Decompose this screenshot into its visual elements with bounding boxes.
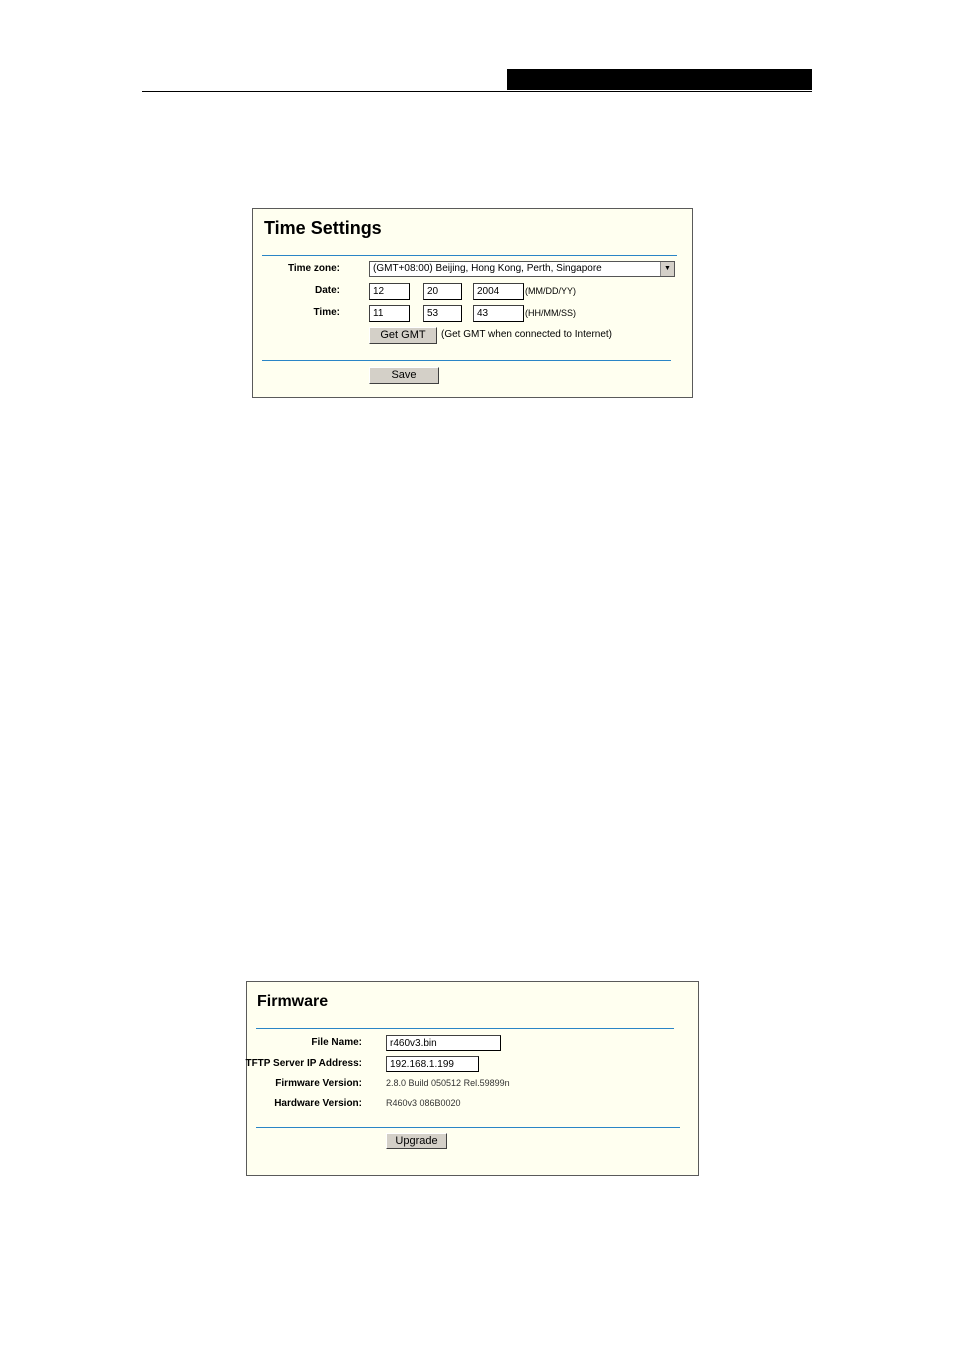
- date-format-hint: (MM/DD/YY): [525, 286, 576, 296]
- page-title: Time Settings: [264, 218, 382, 238]
- fw-version-label: Firmware Version:: [275, 1078, 362, 1089]
- file-name-label: File Name:: [311, 1037, 362, 1048]
- header-rule: [142, 91, 812, 92]
- time-format-hint: (HH/MM/SS): [525, 308, 576, 318]
- date-day-input[interactable]: [423, 283, 462, 300]
- get-gmt-note: (Get GMT when connected to Internet): [441, 329, 613, 340]
- date-month-input[interactable]: [369, 283, 410, 300]
- hw-version-value: R460v3 086B0020: [386, 1098, 461, 1108]
- tftp-ip-input[interactable]: [386, 1056, 479, 1072]
- time-hour-input[interactable]: [369, 305, 410, 322]
- chevron-down-icon[interactable]: ▼: [660, 262, 674, 276]
- hw-version-label: Hardware Version:: [274, 1098, 362, 1109]
- save-button[interactable]: Save: [369, 367, 439, 384]
- title-divider: [256, 1028, 674, 1029]
- header-bar: [507, 69, 812, 90]
- tftp-label: TFTP Server IP Address:: [245, 1058, 362, 1069]
- time-settings-panel: [252, 208, 693, 398]
- file-name-input[interactable]: [386, 1035, 501, 1051]
- get-gmt-button[interactable]: Get GMT: [369, 327, 437, 344]
- timezone-select[interactable]: [369, 261, 675, 277]
- fw-version-value: 2.8.0 Build 050512 Rel.59899n: [386, 1078, 510, 1088]
- upgrade-button[interactable]: Upgrade: [386, 1133, 447, 1149]
- title-divider: [262, 255, 677, 256]
- firmware-panel: [246, 981, 699, 1176]
- date-year-input[interactable]: [473, 283, 524, 300]
- footer-divider: [256, 1127, 680, 1128]
- time-second-input[interactable]: [473, 305, 524, 322]
- date-label: Date:: [314, 285, 340, 296]
- page-title: Firmware: [257, 993, 329, 1010]
- time-minute-input[interactable]: [423, 305, 462, 322]
- timezone-label: Time zone:: [287, 263, 340, 274]
- footer-divider: [262, 360, 671, 361]
- time-label: Time:: [313, 307, 340, 318]
- timezone-value: (GMT+08:00) Beijing, Hong Kong, Perth, Singapore: [373, 263, 602, 274]
